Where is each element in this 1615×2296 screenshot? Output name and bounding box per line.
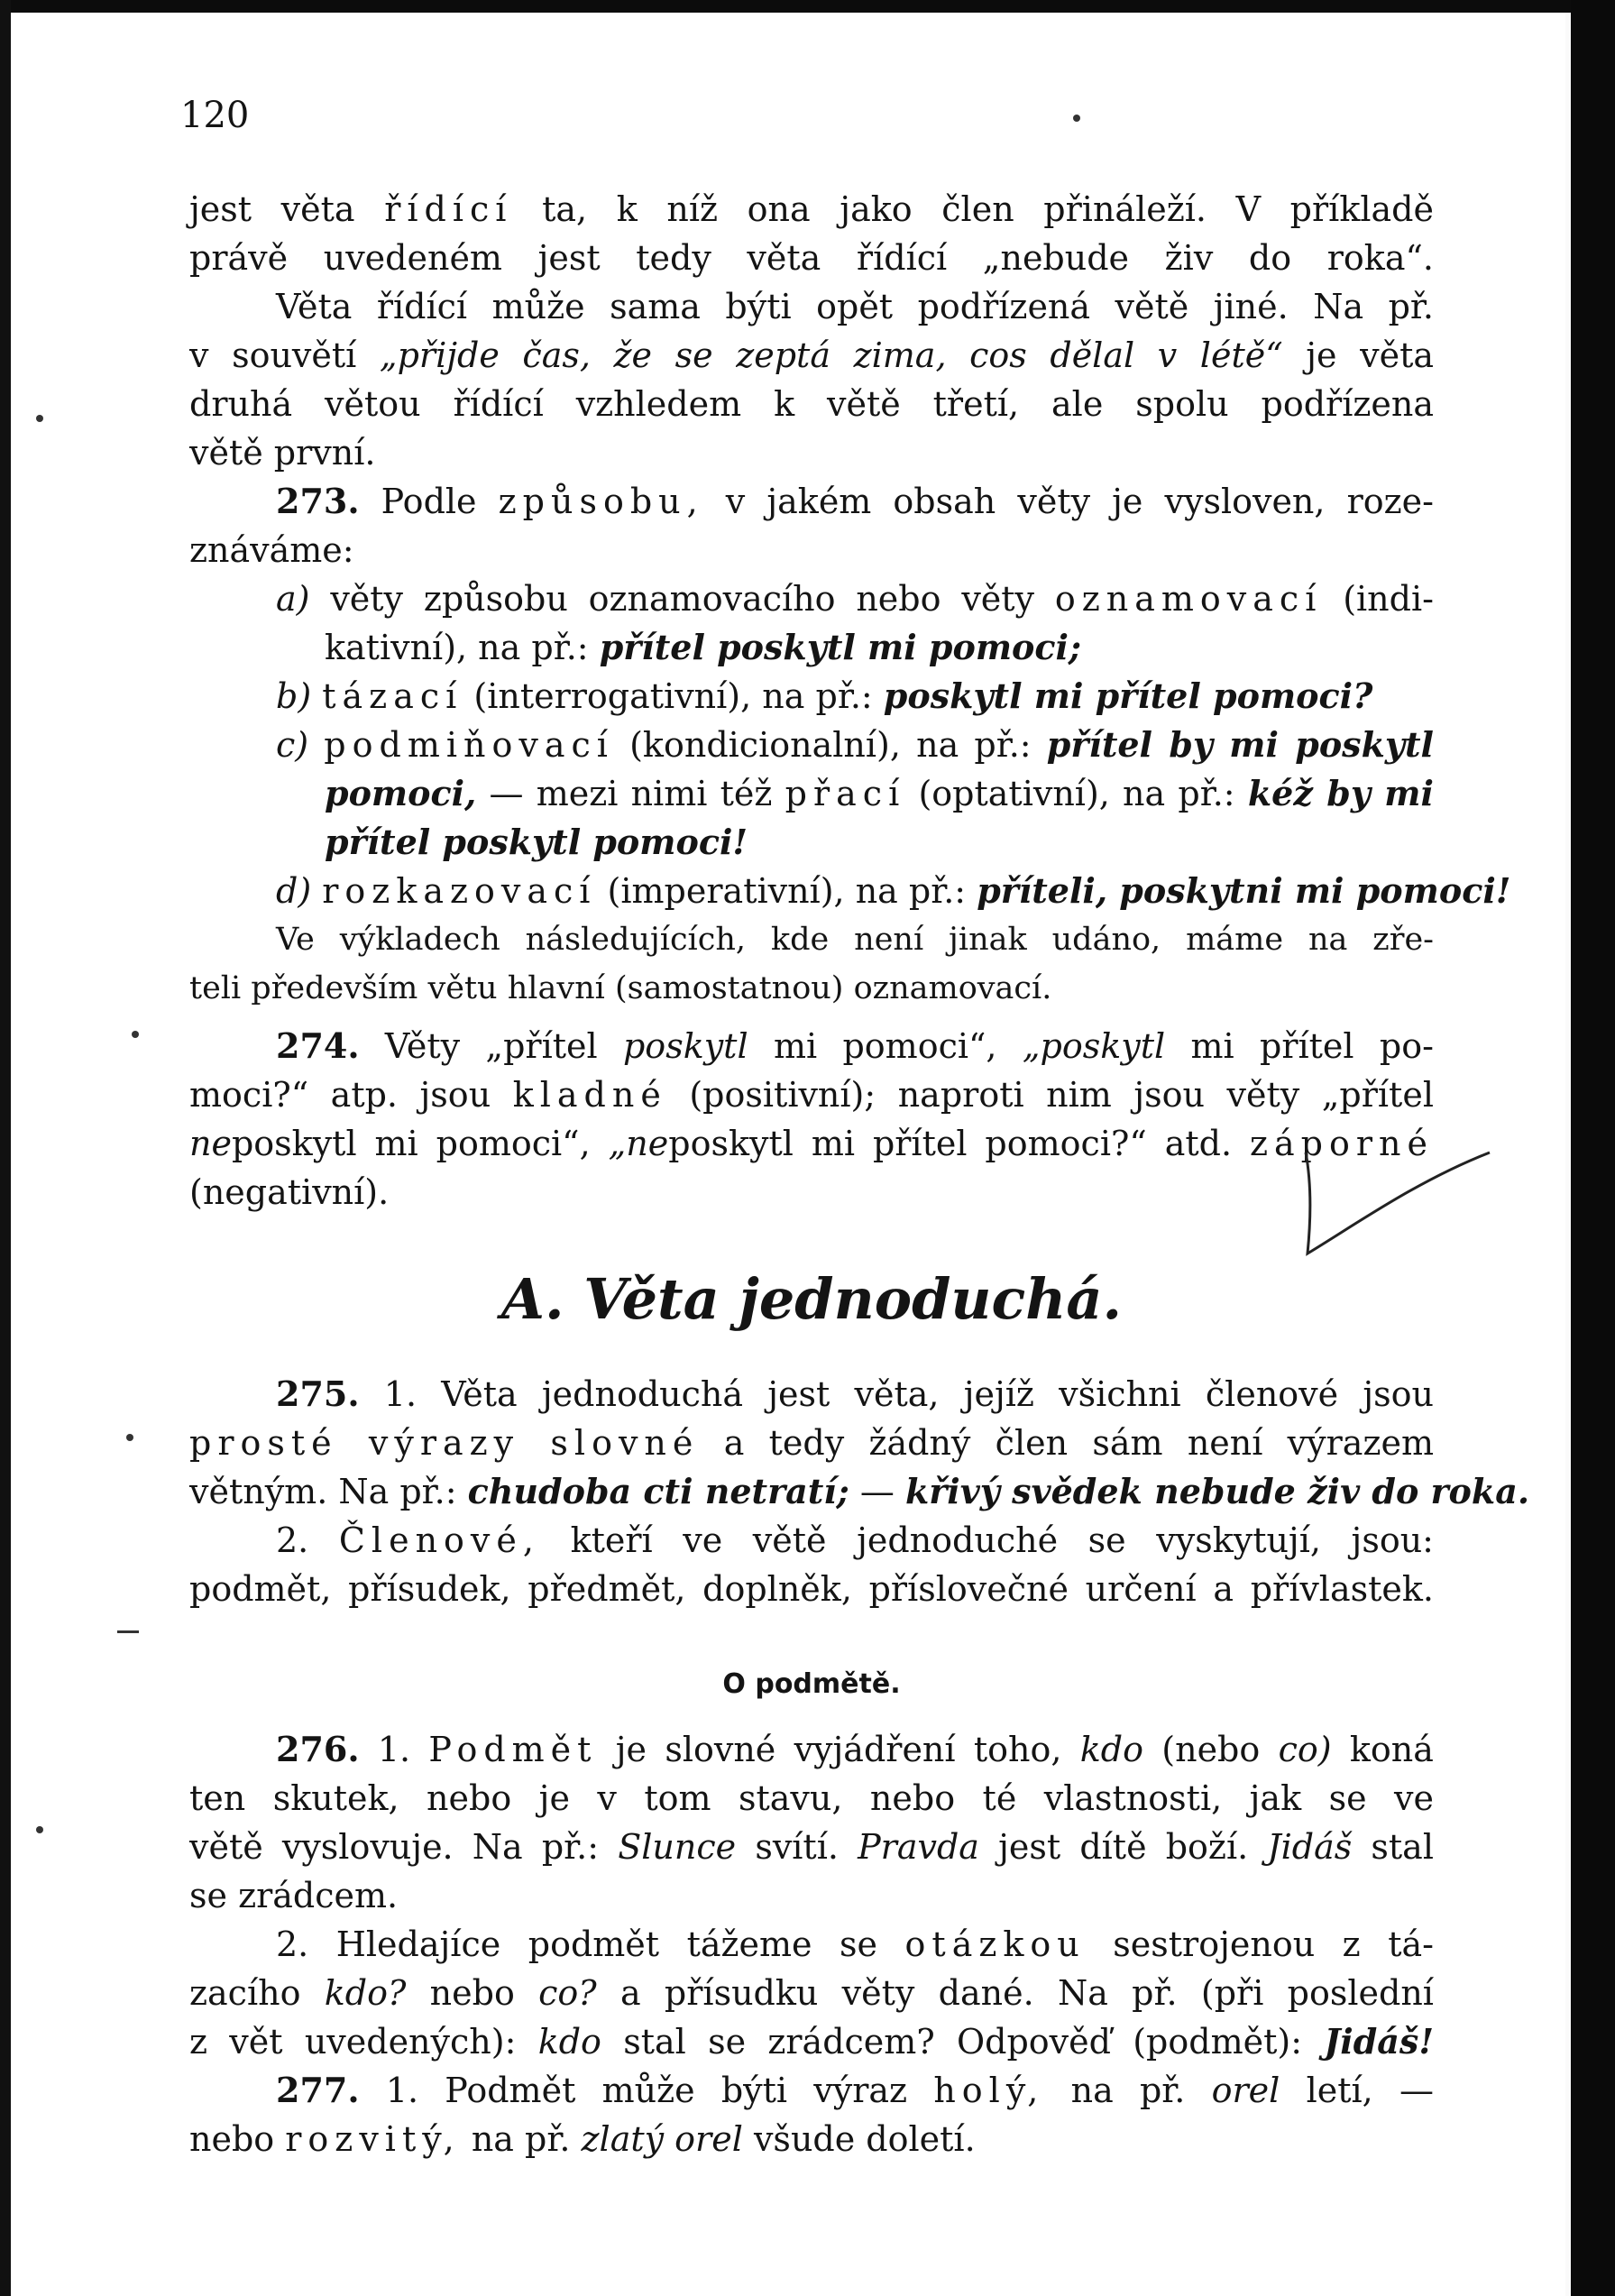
page-number: 120 — [180, 95, 250, 136]
text: mi pomoci“, — [773, 1026, 997, 1066]
emphasis: Jidáš! — [1324, 2021, 1434, 2062]
spaced-term: oznamovací — [1054, 579, 1323, 619]
text: 1. Podmět může býti výraz — [385, 2071, 908, 2110]
text-line: se zrádcem. — [189, 1876, 399, 1915]
text: zacího — [189, 1973, 301, 2013]
text: jest dítě boží. — [998, 1827, 1249, 1867]
emphasis: „ne — [608, 1124, 669, 1163]
example: chudoba cti netratí; — [467, 1471, 849, 1511]
section-number: 276. — [276, 1729, 360, 1769]
spaced-term: holý, — [933, 2071, 1045, 2110]
scan-speck — [126, 1434, 133, 1441]
spaced-term: Podmět — [428, 1730, 598, 1769]
emphasis: co? — [538, 1973, 597, 2013]
text: (positivní); naproti nim jsou věty „přítel — [689, 1075, 1434, 1115]
text: jest věta — [189, 189, 355, 229]
scan-border-left — [0, 0, 11, 2296]
scan-border-top — [0, 0, 1615, 13]
text: — — [859, 1472, 895, 1511]
spaced-term: přací — [785, 774, 906, 813]
emphasis: ne — [189, 1124, 232, 1163]
spaced-term: řídící — [384, 189, 513, 229]
section-275 — [189, 1370, 1530, 1613]
text: je slovné vyjádření toho, — [615, 1730, 1062, 1769]
list-label: d) — [276, 871, 312, 911]
emphasis: kdo — [537, 2022, 601, 2062]
section-277 — [189, 2066, 1434, 2163]
example: Slunce — [618, 1827, 737, 1867]
spaced-term: podmiňovací — [324, 725, 614, 765]
section-number: 277. — [276, 2070, 360, 2110]
text: Věty „přítel — [384, 1026, 598, 1066]
scan-dash — [117, 1630, 139, 1633]
spaced-term: záporné — [1249, 1124, 1434, 1163]
text: v souvětí — [189, 335, 357, 375]
text-line: (negativní). — [189, 1172, 390, 1212]
text: stal se zrádcem? Odpověď (podmět): — [623, 2022, 1303, 2062]
emphasis: kdo — [1079, 1730, 1143, 1769]
emphasis: poskytl — [622, 1026, 748, 1066]
example: orel — [1211, 2071, 1280, 2110]
text: nebo — [429, 1973, 515, 2013]
emphasis: „poskytl — [1022, 1026, 1166, 1066]
text: svítí. — [755, 1827, 839, 1867]
subsection-heading: O podmětě. — [722, 1668, 901, 1700]
list-label: a) — [276, 579, 310, 619]
text: kteří ve větě jednoduché se vyskytují, jsou: — [570, 1520, 1434, 1560]
text: (indi- — [1343, 579, 1434, 619]
text: v jakém obsah věty je vysloven, roze- — [725, 482, 1434, 521]
text: stal — [1371, 1827, 1434, 1867]
example: Jidáš — [1267, 1827, 1353, 1867]
section-276 — [189, 1725, 1434, 2066]
spaced-term: kladné — [512, 1075, 667, 1115]
example: přítel poskytl mi pomoci; — [599, 627, 1081, 667]
text: (optativní), na př.: — [918, 774, 1235, 813]
example: přítel poskytl pomoci! — [325, 822, 748, 862]
text: všude doletí. — [753, 2119, 976, 2159]
scan-speck — [36, 415, 43, 422]
text: (imperativní), na př.: — [607, 871, 967, 911]
text: na př. — [471, 2119, 571, 2159]
example: zlatý orel — [581, 2119, 743, 2159]
note-line: Ve výkladech následujících, kde není jinak udáno, máme na zře- — [276, 922, 1434, 958]
text: ta, k níž ona jako člen přináleží. V příkladě — [542, 189, 1434, 229]
text: 2. Hledajíce podmět tážeme se — [276, 1924, 878, 1964]
text: a přísudku věty dané. Na př. (při poslední — [619, 1973, 1434, 2013]
text-line: právě uvedeném jest tedy věta řídící „nebude živ do roka“. — [189, 238, 1434, 278]
text: 2. — [276, 1520, 309, 1560]
example: Pravda — [858, 1827, 979, 1867]
text-line: větě první. — [189, 433, 376, 473]
example: křivý svědek nebude živ do roka. — [904, 1471, 1530, 1511]
scan-speck — [36, 1826, 43, 1833]
scan-border-right — [1571, 0, 1615, 2296]
emphasis: co) — [1278, 1730, 1332, 1769]
text: na př. — [1070, 2071, 1186, 2110]
text: větě vyslovuje. Na př.: — [189, 1827, 600, 1867]
scan-speck — [132, 1031, 139, 1038]
section-274 — [189, 1022, 1434, 1217]
text: moci?“ atp. jsou — [189, 1075, 491, 1115]
example: přítel by mi poskytl — [1046, 724, 1434, 765]
example: pomoci, — [325, 773, 477, 813]
spaced-term: rozkazovací — [322, 871, 597, 911]
emphasis: kdo? — [324, 1973, 407, 2013]
spaced-term: Členové, — [338, 1520, 540, 1560]
text-line: ten skutek, nebo je v tom stavu, nebo té vlastnosti, jak se ve — [189, 1778, 1434, 1818]
scan-inner-margin — [1565, 13, 1571, 2296]
example-quote: „přijde čas, že se zeptá zima, cos dělal v létě“ — [379, 335, 1283, 375]
text: — mezi nimi též — [489, 774, 773, 813]
pencil-check-mark — [1298, 1145, 1497, 1263]
text: je věta — [1306, 335, 1434, 375]
text: letí, — — [1306, 2071, 1434, 2110]
text: z vět uvedených): — [189, 2022, 517, 2062]
text: věty způsobu oznamovacího nebo věty — [330, 579, 1035, 619]
text: (kondicionalní), na př.: — [629, 725, 1032, 765]
spaced-term: otázkou — [904, 1924, 1086, 1964]
text: 1. Věta jednoduchá jest věta, jejíž všichni členové jsou — [383, 1374, 1434, 1414]
text: větným. Na př.: — [189, 1472, 457, 1511]
text-line: znáváme: — [189, 530, 354, 570]
text: poskytl mi přítel pomoci?“ atd. — [668, 1124, 1233, 1163]
spaced-term: prosté výrazy slovné — [189, 1423, 700, 1463]
page-body — [189, 185, 1530, 2163]
text: koná — [1349, 1730, 1434, 1769]
section-number: 273. — [276, 481, 360, 521]
text: kativní), na př.: — [325, 628, 589, 667]
section-273 — [189, 477, 1511, 1013]
text: Podle — [381, 482, 477, 521]
text: (nebo — [1161, 1730, 1261, 1769]
section-heading: A. Věta jednoduchá. — [500, 1266, 1123, 1332]
section-number: 274. — [276, 1025, 360, 1066]
text: a tedy žádný člen sám není výrazem — [723, 1423, 1434, 1463]
spaced-term: tázací — [322, 676, 463, 716]
text: sestrojenou z tá- — [1113, 1924, 1434, 1964]
text: mi přítel po- — [1190, 1026, 1434, 1066]
text-line: druhá větou řídící vzhledem k větě třetí, ale spolu podřízena — [189, 384, 1434, 424]
note-line: teli především větu hlavní (samostatnou) oznamovací. — [189, 970, 1052, 1006]
text: (interrogativní), na př.: — [473, 676, 873, 716]
example: kéž by mi — [1247, 773, 1434, 813]
paragraph-continuation — [189, 185, 1434, 477]
list-label: b) — [276, 676, 312, 716]
spaced-term: rozvitý, — [285, 2119, 461, 2159]
spaced-term: způsobu, — [498, 482, 704, 521]
text: nebo — [189, 2119, 275, 2159]
example: poskytl mi přítel pomoci? — [883, 675, 1373, 716]
scan-speck — [1073, 115, 1080, 122]
list-label: c) — [276, 725, 309, 765]
text: poskytl mi pomoci“, — [231, 1124, 591, 1163]
text-line: podmět, přísudek, předmět, doplněk, příslovečné určení a přívlastek. — [189, 1569, 1434, 1609]
example: příteli, poskytni mi pomoci! — [977, 870, 1511, 911]
section-number: 275. — [276, 1373, 360, 1414]
text: 1. — [377, 1730, 411, 1769]
text-line: Věta řídící může sama býti opět podřízená větě jiné. Na př. — [276, 287, 1434, 326]
